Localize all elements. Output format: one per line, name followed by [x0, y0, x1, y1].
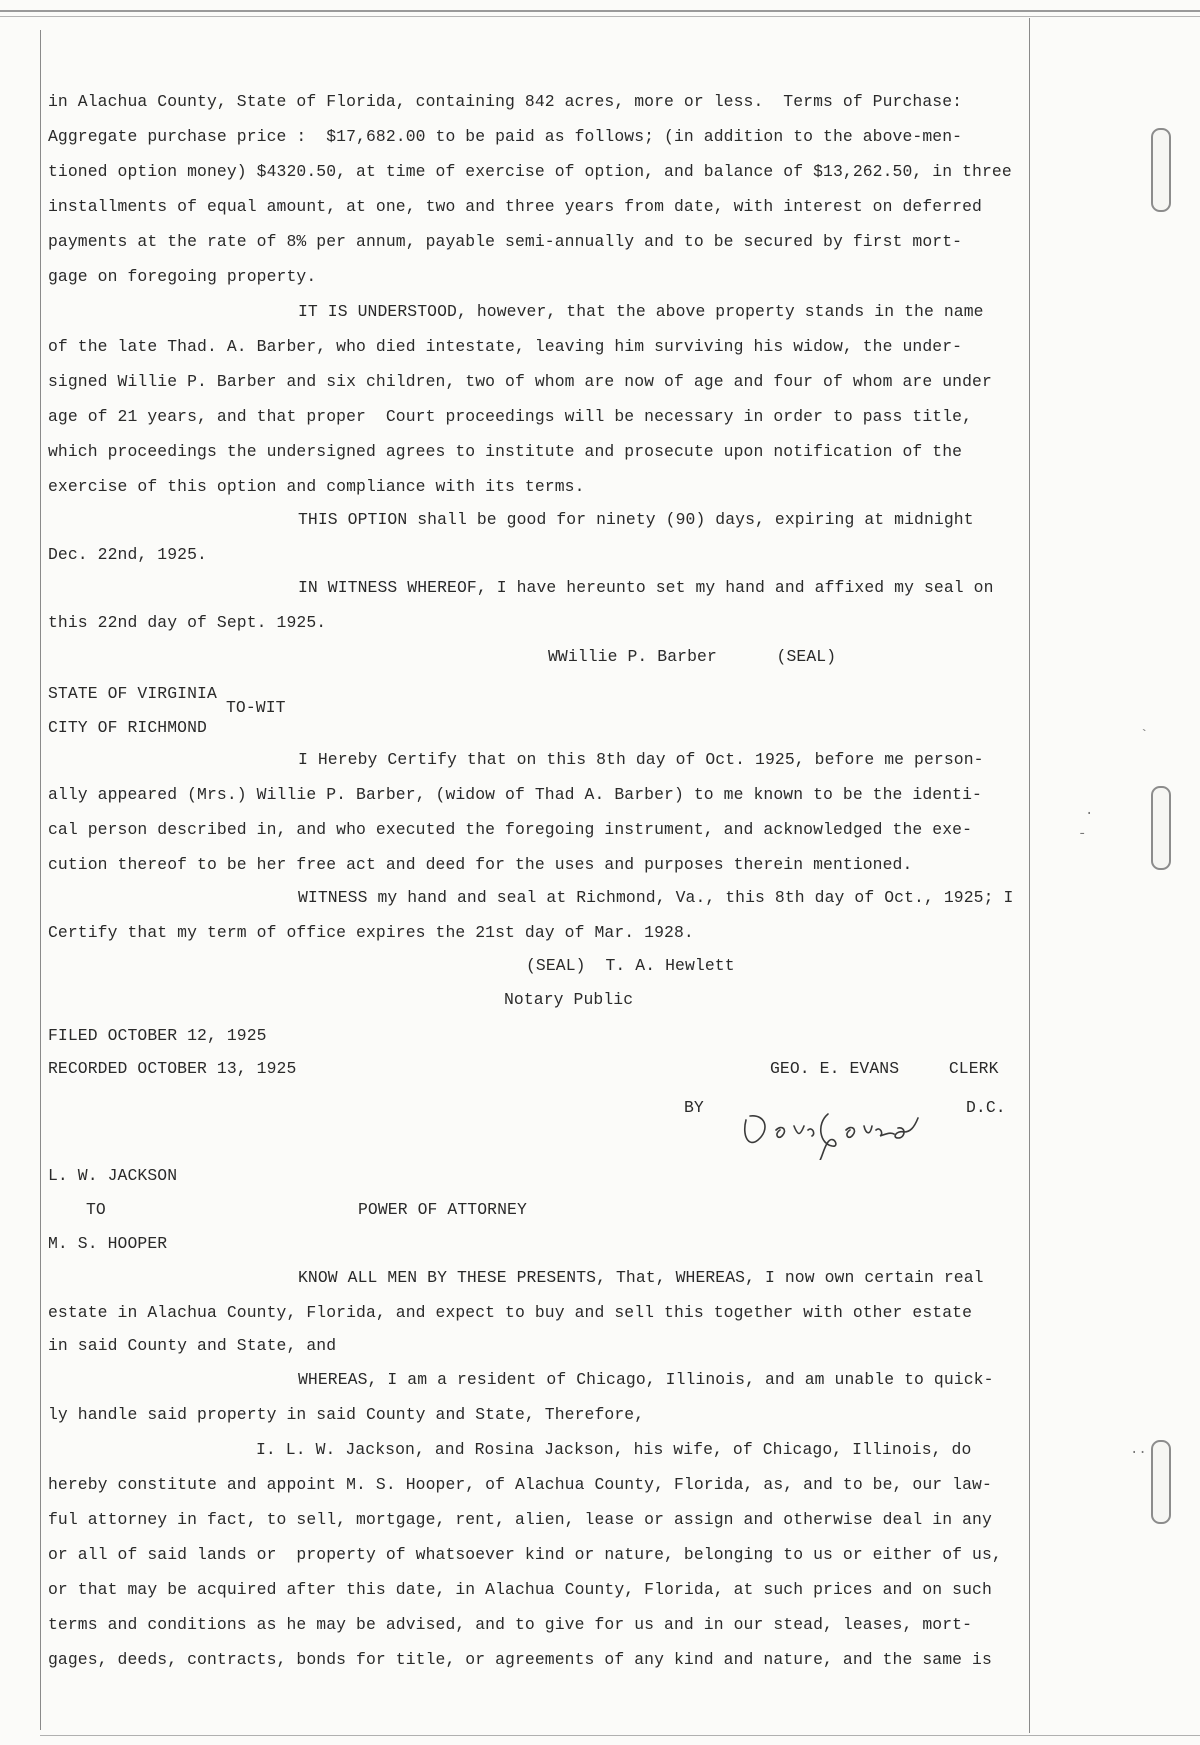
binder-hole: [1151, 786, 1171, 870]
text-line: cution thereof to be her free act and deed for the uses and purposes therein mentioned.: [48, 855, 913, 874]
text-line: CITY OF RICHMOND: [48, 718, 207, 737]
text-line: gages, deeds, contracts, bonds for title, or agreements of any kind and nature, and the same is: [48, 1650, 992, 1669]
text-line: Certify that my term of office expires the 21st day of Mar. 1928.: [48, 923, 694, 942]
text-line: payments at the rate of 8% per annum, payable semi-annually and to be secured by first mort-: [48, 232, 963, 251]
text-line: of the late Thad. A. Barber, who died intestate, leaving him surviving his widow, the under-: [48, 337, 963, 356]
top-rule-thin: [0, 16, 1200, 17]
text-line: KNOW ALL MEN BY THESE PRESENTS, That, WHEREAS, I now own certain real: [298, 1268, 984, 1287]
text-line: IN WITNESS WHEREOF, I have hereunto set my hand and affixed my seal on: [298, 578, 994, 597]
text-line: WITNESS my hand and seal at Richmond, Va., this 8th day of Oct., 1925; I: [298, 888, 1014, 907]
text-line: M. S. HOOPER: [48, 1234, 168, 1253]
text-line: in Alachua County, State of Florida, containing 842 acres, more or less. Terms of Purchase:: [48, 92, 963, 111]
text-line: which proceedings the undersigned agrees to institute and prosecute upon notification of the: [48, 442, 963, 461]
right-margin-rule: [1029, 18, 1030, 1733]
text-line: TO-WIT: [226, 698, 286, 717]
text-line: in said County and State, and: [48, 1336, 337, 1355]
text-line: RECORDED OCTOBER 13, 1925: [48, 1059, 297, 1078]
text-line: ly handle said property in said County and State, Therefore,: [48, 1405, 645, 1424]
text-line: BY: [684, 1098, 704, 1117]
binder-hole: [1151, 1440, 1171, 1524]
text-line: THIS OPTION shall be good for ninety (90) days, expiring at midnight: [298, 510, 974, 529]
text-line: WHEREAS, I am a resident of Chicago, Illinois, and am unable to quick-: [298, 1370, 994, 1389]
text-line: IT IS UNDERSTOOD, however, that the above property stands in the name: [298, 302, 984, 321]
text-line: gage on foregoing property.: [48, 267, 317, 286]
text-line: this 22nd day of Sept. 1925.: [48, 613, 327, 632]
text-line: exercise of this option and compliance with its terms.: [48, 477, 585, 496]
text-line: Notary Public: [504, 990, 634, 1009]
clerk-signature-handwritten: [736, 1100, 946, 1160]
text-line: estate in Alachua County, Florida, and expect to buy and sell this together with other estate: [48, 1303, 973, 1322]
text-line: STATE OF VIRGINIA: [48, 684, 217, 703]
text-line: Dec. 22nd, 1925.: [48, 545, 207, 564]
text-line: terms and conditions as he may be advised, and to give for us and in our stead, leases, mort-: [48, 1615, 973, 1634]
text-line: tioned option money) $4320.50, at time of exercise of option, and balance of $13,262.50, in three: [48, 162, 1012, 181]
top-rule: [0, 10, 1200, 12]
bottom-rule: [40, 1735, 1200, 1736]
text-line: cal person described in, and who executed the foregoing instrument, and acknowledged the exe-: [48, 820, 973, 839]
text-line: or that may be acquired after this date, in Alachua County, Florida, at such prices and on such: [48, 1580, 992, 1599]
text-line: L. W. JACKSON: [48, 1166, 178, 1185]
text-line: I. L. W. Jackson, and Rosina Jackson, his wife, of Chicago, Illinois, do: [256, 1440, 972, 1459]
text-line: WWillie P. Barber (SEAL): [548, 647, 837, 666]
left-margin-rule: [40, 30, 41, 1730]
text-line: (SEAL) T. A. Hewlett: [526, 956, 735, 975]
text-line: age of 21 years, and that proper Court proceedings will be necessary in order to pass title,: [48, 407, 973, 426]
text-line: POWER OF ATTORNEY: [358, 1200, 527, 1219]
text-line: D.C.: [966, 1098, 1006, 1117]
text-line: I Hereby Certify that on this 8th day of Oct. 1925, before me person-: [298, 750, 984, 769]
text-line: signed Willie P. Barber and six children, two of whom are now of age and four of whom are under: [48, 372, 992, 391]
text-line: Aggregate purchase price : $17,682.00 to be paid as follows; (in addition to the above-men-: [48, 127, 963, 146]
binder-hole: [1151, 128, 1171, 212]
text-line: or all of said lands or property of whatsoever kind or nature, belonging to us or either of us,: [48, 1545, 1002, 1564]
text-line: FILED OCTOBER 12, 1925: [48, 1026, 267, 1045]
text-line: ally appeared (Mrs.) Willie P. Barber, (widow of Thad A. Barber) to me known to be the identi-: [48, 785, 982, 804]
text-line: ful attorney in fact, to sell, mortgage, rent, alien, lease or assign and otherwise deal in any: [48, 1510, 992, 1529]
text-line: TO: [86, 1200, 106, 1219]
text-line: installments of equal amount, at one, two and three years from date, with interest on deferred: [48, 197, 982, 216]
text-line: hereby constitute and appoint M. S. Hooper, of Alachua County, Florida, as, and to be, our law-: [48, 1475, 992, 1494]
text-line: GEO. E. EVANS CLERK: [770, 1059, 999, 1078]
document-page: in Alachua County, State of Florida, containing 842 acres, more or less. Terms of Purchase: Aggregate purchase price : $17,682.00 to be paid as follows; (in addition to the above-men- tioned option money) $4320.50, at time of exercise of option, and balance of $13,262.50, in three installments of equal amount, at one, two and three years from date, with interest on deferred payments at the rate of 8% per annum, payable semi-annually and to be secured by first mort- gage on foregoing property. IT IS UNDERSTOOD, however, that the above property stands in the name of the late Thad. A. Barber, who died intestate, leaving him surviving his widow, the under- signed Willie P. Barber and six children, two of whom are now of age and four of whom are under age of 21 years, and that proper Court proceedings will be necessary in order to pass title, which proceedings the undersigned agrees to institute and prosecute upon notification of the exercise of this option and compliance with its terms. THIS OPTION shall be good for ninety (90) days, expiring at midnight Dec. 22nd, 1925. IN WITNESS WHEREOF, I have hereunto set my hand and affixed my seal on this 22nd day of Sept. 1925. WWillie P. Barber (SEAL) STATE OF VIRGINIA TO-WIT CITY OF RICHMOND I Hereby Certify that on this 8th day of Oct. 1925, before me person- ally appeared (Mrs.) Willie P. Barber, (widow of Thad A. Barber) to me known to be the identi- cal person described in, and who executed the foregoing instrument, and acknowledged the exe- cution thereof to be her free act and deed for the uses and purposes therein mentioned. WITNESS my hand and seal at Richmond, Va., this 8th day of Oct., 1925; I Certify that my term of office expires the 21st day of Mar. 1928. (SEAL) T. A. Hewlett Notary Public FILED OCTOBER 12, 1925 RECORDED OCTOBER 13, 1925 GEO. E. EVANS CLERK BY D.C. L. W. JACKSON TO POWER OF ATTORNEY M. S. HOOPER KNOW ALL MEN BY THESE PRESENTS, That, WHEREAS, I now own certain real estate in Alachua County, Florida, and expect to buy and sell this together with other estate in said County and State, and WHEREAS, I am a resident of Chicago, Illinois, and am unable to quick- ly handle said property in said County and State, Therefore, I. L. W. Jackson, and Rosina Jackson, his wife, of Chicago, Illinois, do hereby constitute and appoint M. S. Hooper, of Alachua County, Florida, as, and to be, our law- ful attorney in fact, to sell, mortgage, rent, alien, lease or assign and otherwise deal in any or all of said lands or property of whatsoever kind or nature, belonging to us or either of us, or that may be acquired after this date, in Alachua County, Florida, at such prices and on such terms and conditions as he may be advised, and to give for us and in our stead, leases, mort- gages, deeds, contracts, bonds for title, or agreements of any kind and nature, and the same is ` - · ··: [0, 0, 1200, 1745]
